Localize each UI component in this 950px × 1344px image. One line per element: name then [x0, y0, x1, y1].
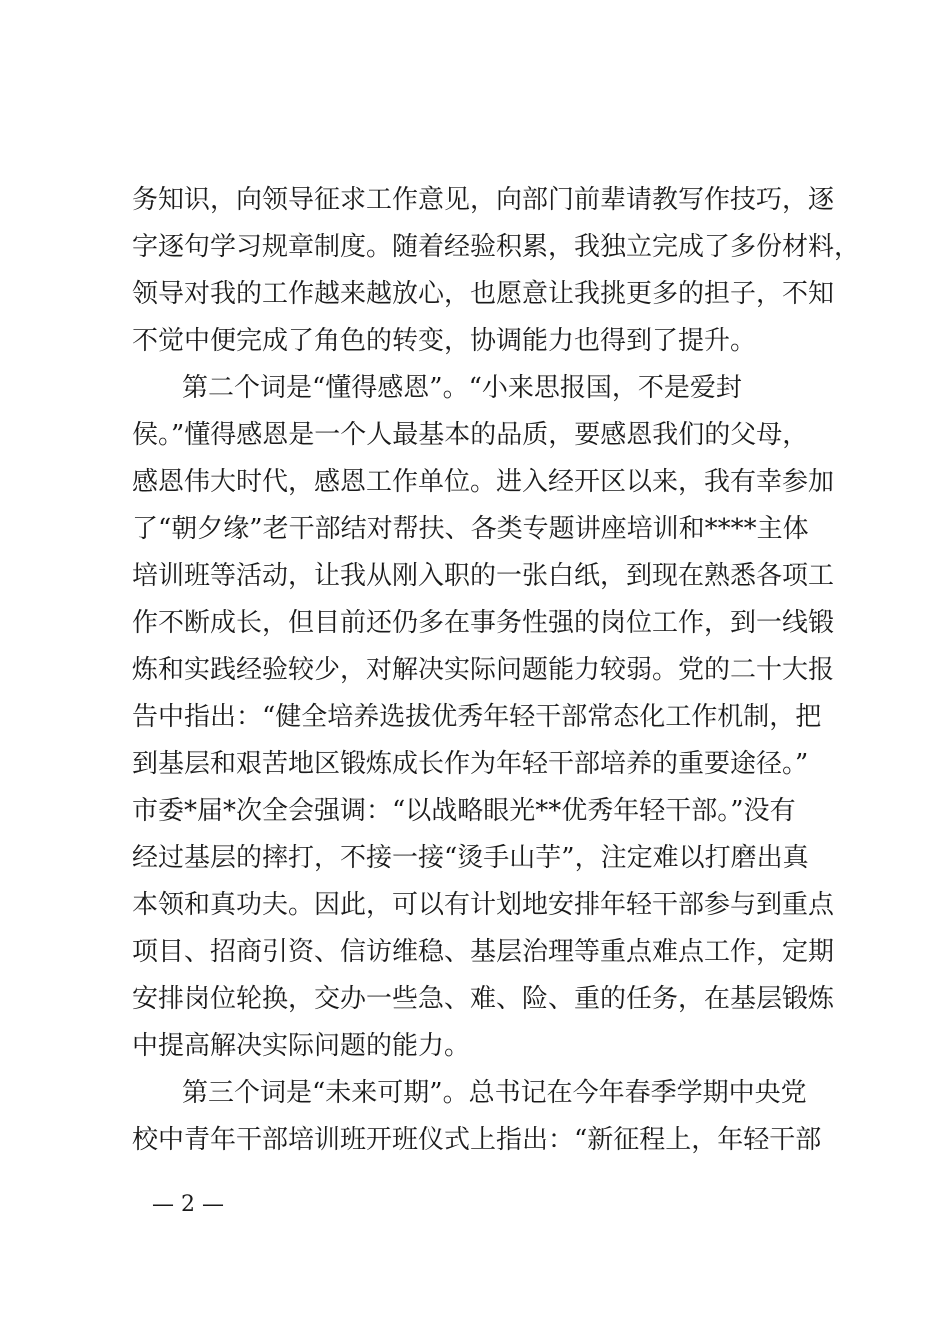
text-line: 侯。”懂得感恩是一个人最基本的品质，要感恩我们的父母，	[132, 420, 809, 450]
text-line: 安排岗位轮换，交办一些急、难、险、重的任务，在基层锻炼	[132, 984, 835, 1014]
text-line: 培训班等活动，让我从刚入职的一张白纸，到现在熟悉各项工	[132, 561, 835, 591]
paragraph-start-line: 第三个词是“未来可期”。总书记在今年春季学期中央党	[182, 1078, 807, 1108]
text-line: 作不断成长，但目前还仍多在事务性强的岗位工作，到一线锻	[132, 608, 835, 638]
text-line: 字逐句学习规章制度。随着经验积累，我独立完成了多份材料，	[132, 232, 861, 262]
text-line: 炼和实践经验较少，对解决实际问题能力较弱。党的二十大报	[132, 655, 835, 685]
text-line: 经过基层的摔打，不接一接“烫手山芋”，注定难以打磨出真	[132, 843, 809, 873]
text-line: 务知识，向领导征求工作意见，向部门前辈请教写作技巧，逐	[132, 185, 835, 215]
text-line: 了“朝夕缘”老干部结对帮扶、各类专题讲座培训和****主体	[132, 514, 809, 544]
text-line: 市委*届*次全会强调：“以战略眼光**优秀年轻干部。”没有	[132, 796, 796, 826]
text-line: 校中青年干部培训班开班仪式上指出：“新征程上，年轻干部	[132, 1125, 822, 1155]
text-line: 到基层和艰苦地区锻炼成长作为年轻干部培养的重要途径。”	[132, 749, 809, 779]
text-line: 感恩伟大时代，感恩工作单位。进入经开区以来，我有幸参加	[132, 467, 835, 497]
text-line: 本领和真功夫。因此，可以有计划地安排年轻干部参与到重点	[132, 890, 835, 920]
text-line: 告中指出：“健全培养选拔优秀年轻干部常态化工作机制，把	[132, 702, 822, 732]
text-line: 领导对我的工作越来越放心，也愿意让我挑更多的担子，不知	[132, 279, 835, 309]
text-line: 中提高解决实际问题的能力。	[132, 1031, 471, 1061]
page-number: — 2 —	[152, 1192, 224, 1217]
text-line: 项目、招商引资、信访维稳、基层治理等重点难点工作，定期	[132, 937, 835, 967]
paragraph-start-line: 第二个词是“懂得感恩”。“小来思报国，不是爱封	[182, 373, 742, 403]
text-line: 不觉中便完成了角色的转变，协调能力也得到了提升。	[132, 326, 757, 356]
